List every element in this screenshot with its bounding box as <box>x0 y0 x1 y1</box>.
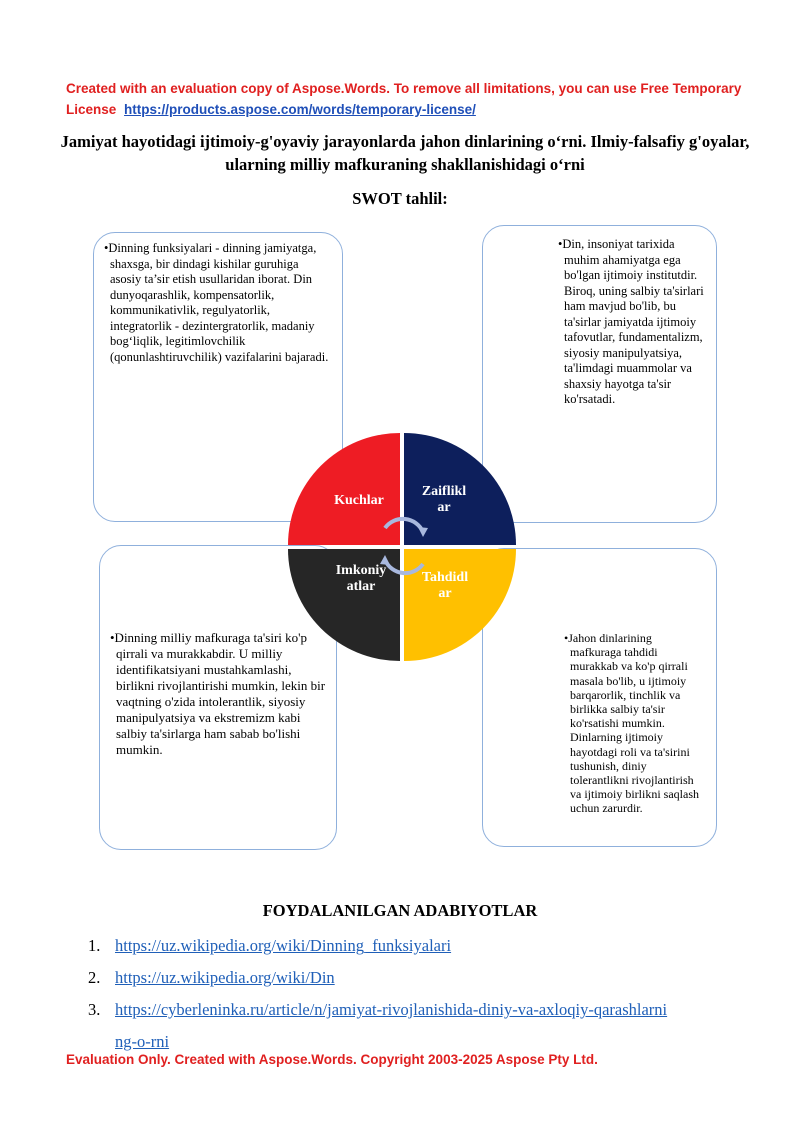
reference-link[interactable]: https://uz.wikipedia.org/wiki/Dinning_funksiyalari <box>115 936 452 955</box>
weaknesses-label-line2: ar <box>437 500 451 515</box>
references-list <box>88 930 768 1058</box>
opportunities-text: •Dinning milliy mafkuraga ta'siri ko'p qirrali va murakkabdir. U milliy identifikatsiyani mustahkamlashi, birlikni rivojlantirishi mumkin, lekin bir vaqtning o'zida intolerantlik, siyosiy manipulyatsiya va ekstremizm kabi salbiy ta'sirlarga ham sabab bo'lishi mumkin. <box>110 630 326 757</box>
opportunities-label <box>323 563 399 595</box>
threats-label <box>409 570 481 602</box>
reference-link[interactable]: https://uz.wikipedia.org/wiki/Din <box>115 968 335 987</box>
swot-circle-diagram <box>287 432 521 666</box>
reference-item <box>88 930 768 962</box>
evaluation-footer: Evaluation Only. Created with Aspose.Words. Copyright 2003-2025 Aspose Pty Ltd. <box>66 1052 598 1067</box>
reference-number: 1. <box>88 936 101 955</box>
strengths-text: •Dinning funksiyalari - dinning jamiyatga, shaxsga, bir dindagi kishilar guruhiga asosiy ta’sir etish usullaridan iborat. Din dunyoqarashlik, kompensatorlik, kommunikativlik, regulyatorlik, integratorlik - dezintergratorlik, madaniy bog‘liqlik, legitimlovchilik (qonunlashtiruvchilik) vazifalarini bajaradi. <box>104 241 329 364</box>
evaluation-notice-text: Created with an evaluation copy of Aspose.Words. To remove all limitations, you can use Free Temporary License <box>66 81 742 117</box>
weaknesses-label-line1: Zaiflikl <box>421 484 467 499</box>
weaknesses-text: •Din, insoniyat tarixida muhim ahamiyatga ega bo'lgan ijtimoiy institutdir. Biroq, uning salbiy ta'sirlari ham mavjud bo'lib, bu ta'sirlar jamiyatda ijtimoiy tafovutlar, fundamentalizm, siyosiy manipulyatsiya, ta'limdagi muammolar va shaxsiy hayotga ta'sir ko'rsatadi. <box>558 237 704 406</box>
reference-number: 3. <box>88 1000 101 1019</box>
reference-link[interactable]: https://cyberleninka.ru/article/n/jamiyat-rivojlanishida-diniy-va-axloqiy-qarashlarning-o-rni <box>115 1000 668 1051</box>
threats-label-line1: Tahdidl <box>421 570 469 585</box>
threats-text: •Jahon dinlarining mafkuraga tahdidi murakkab va ko'p qirrali masala bo'lib, u ijtimoiy barqarorlik, tinchlik va birlikka salbiy ta'sir ko'rsatishi mumkin. Dinlarning ijtimoiy hayotdagi roli va ta'sirini tushunish, diniy tolerantlikni rivojlantirish va ijtimoiy birlikni saqlash uchun zarurdir. <box>564 631 699 816</box>
reference-item <box>88 962 768 994</box>
threats-label-line2: ar <box>438 586 452 601</box>
opportunities-label-line1: Imkoniy <box>335 563 387 578</box>
reference-item <box>88 994 768 1058</box>
swot-subtitle: SWOT tahlil: <box>352 189 448 208</box>
swot-circle-svg <box>287 432 521 666</box>
evaluation-notice <box>66 78 746 120</box>
references-title: FOYDALANILGAN ADABIYOTLAR <box>262 901 538 920</box>
weaknesses-label <box>409 484 479 516</box>
strengths-quadrant <box>288 433 400 545</box>
opportunities-label-line2: atlar <box>346 579 376 594</box>
reference-number: 2. <box>88 968 101 987</box>
strengths-label: Kuchlar <box>334 493 384 508</box>
temporary-license-link[interactable]: https://products.aspose.com/words/temporary-license/ <box>124 102 476 117</box>
document-title: Jamiyat hayotidagi ijtimoiy-g'oyaviy jarayonlarda jahon dinlarining o‘rni. Ilmiy-falsafiy g'oyalar, ularning milliy mafkuraning shakllanishidagi o‘rni <box>60 132 750 174</box>
